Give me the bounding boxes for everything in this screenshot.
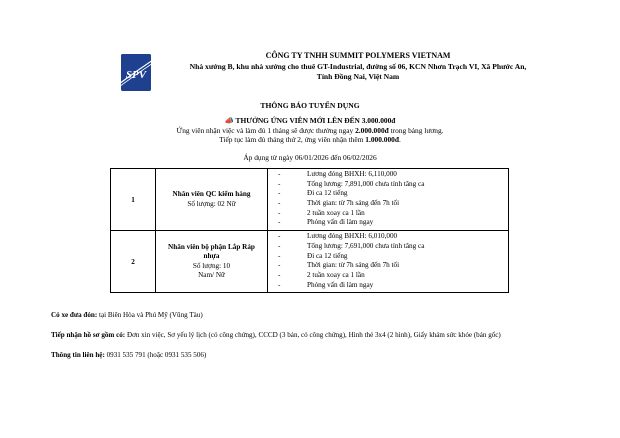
promo-line1-amount: 2.000.000đ [355, 125, 389, 135]
contact-info [51, 351, 501, 360]
list-item: - Tổng lương: 7,891,000 chưa tính tăng ca [278, 180, 506, 190]
job-quantity: Số lượng: 10 [192, 261, 231, 270]
company-address-line1: Nhà xưởng B, khu nhà xưởng cho thuê GT-Industrial, đường số 06, KCN Nhơn Trạch VI, Xã Phước An, [189, 61, 527, 71]
list-item: - Thời gian: từ 7h sáng đến 7h tối [278, 199, 506, 209]
documents-label: Tiếp nhận hồ sơ gồm có: [51, 331, 126, 339]
company-name: CÔNG TY TNHH SUMMIT POLYMERS VIETNAM [265, 51, 451, 60]
promo-line2-amount: 1.000.000đ [365, 135, 399, 145]
job-position-name: Nhân viên bộ phận Lắp Ráp nhựa [168, 243, 255, 261]
contact-value: 0931 535 791 (hoặc 0931 535 506) [106, 351, 207, 359]
table-row [111, 231, 509, 293]
job-number: 1 [111, 169, 156, 231]
job-quantity-gender: Nam/ Nữ [198, 270, 225, 279]
list-item: - Lương đóng BHXH: 6,110,000 [278, 170, 506, 180]
promo-headline [0, 116, 620, 126]
job-perks-list [278, 170, 506, 228]
job-number: 2 [111, 231, 156, 293]
promo-line1-suffix: trong bảng lương. [390, 125, 444, 135]
promo-line1-text: Ứng viên nhận việc và làm đủ 1 tháng sẽ được thưởng ngay [176, 125, 354, 135]
pickup-value: tại Biên Hòa và Phú Mỹ (Vũng Tàu) [99, 311, 203, 319]
job-perks-cell [268, 231, 509, 293]
notice-title: THÔNG BÁO TUYỂN DỤNG [260, 101, 360, 110]
promo-line2-text: Tiếp tục làm đủ tháng thứ 2, ứng viên nhận thêm [219, 135, 364, 145]
job-position-cell [156, 231, 268, 293]
promo-block [0, 116, 620, 145]
table-row [111, 169, 509, 231]
spv-logo-icon [121, 54, 151, 91]
list-item: - Tổng lương: 7,691,000 chưa tính tăng ca [278, 242, 506, 252]
list-item: - Phỏng vấn đi làm ngay [278, 218, 506, 228]
list-item: - Đi ca 12 tiếng [278, 189, 506, 199]
list-item: - 2 tuần xoay ca 1 lần [278, 271, 506, 281]
list-item: - Lương đóng BHXH: 6,010,000 [278, 232, 506, 242]
pickup-label: Có xe đưa đón: [51, 311, 98, 319]
job-perks-cell [268, 169, 509, 231]
job-perks-list [278, 232, 506, 290]
jobs-table [110, 168, 509, 293]
documents-value: Đơn xin việc, Sơ yếu lý lịch (có công chứng), CCCD (3 bản, có công chứng), Hình thẻ 3x4 (2 hình), Giấy khám sức khỏe (bản gốc) [126, 331, 501, 339]
promo-line1 [0, 126, 620, 136]
footer-info [51, 311, 501, 371]
applies-period: Áp dụng từ ngày 06/01/2026 đến 06/02/2026 [243, 153, 377, 162]
company-logo [121, 54, 151, 91]
contact-label: Thông tin liên hệ: [51, 351, 105, 359]
list-item: - Thời gian: từ 7h sáng đến 7h tối [278, 261, 506, 271]
documents-info [51, 331, 501, 340]
list-item: - Phỏng vấn đi làm ngay [278, 281, 506, 291]
promo-line2 [0, 135, 620, 145]
pickup-info [51, 311, 501, 320]
promo-line2-suffix: . [398, 135, 401, 145]
megaphone-icon: 📣 [224, 116, 234, 125]
company-address-line2: Tỉnh Đồng Nai, Việt Nam [316, 72, 400, 81]
job-position-cell [156, 169, 268, 231]
list-item: - Đi ca 12 tiếng [278, 252, 506, 262]
list-item: - 2 tuần xoay ca 1 lần [278, 209, 506, 219]
promo-headline-text: THƯỞNG ỨNG VIÊN MỚI LÊN ĐẾN 3.000.000đ [235, 116, 396, 125]
job-quantity: Số lượng: 02 Nữ [187, 199, 236, 208]
svg-text:SPV: SPV [125, 69, 147, 81]
job-position-name: Nhân viên QC kiểm hàng [172, 190, 251, 199]
company-header [168, 51, 548, 83]
